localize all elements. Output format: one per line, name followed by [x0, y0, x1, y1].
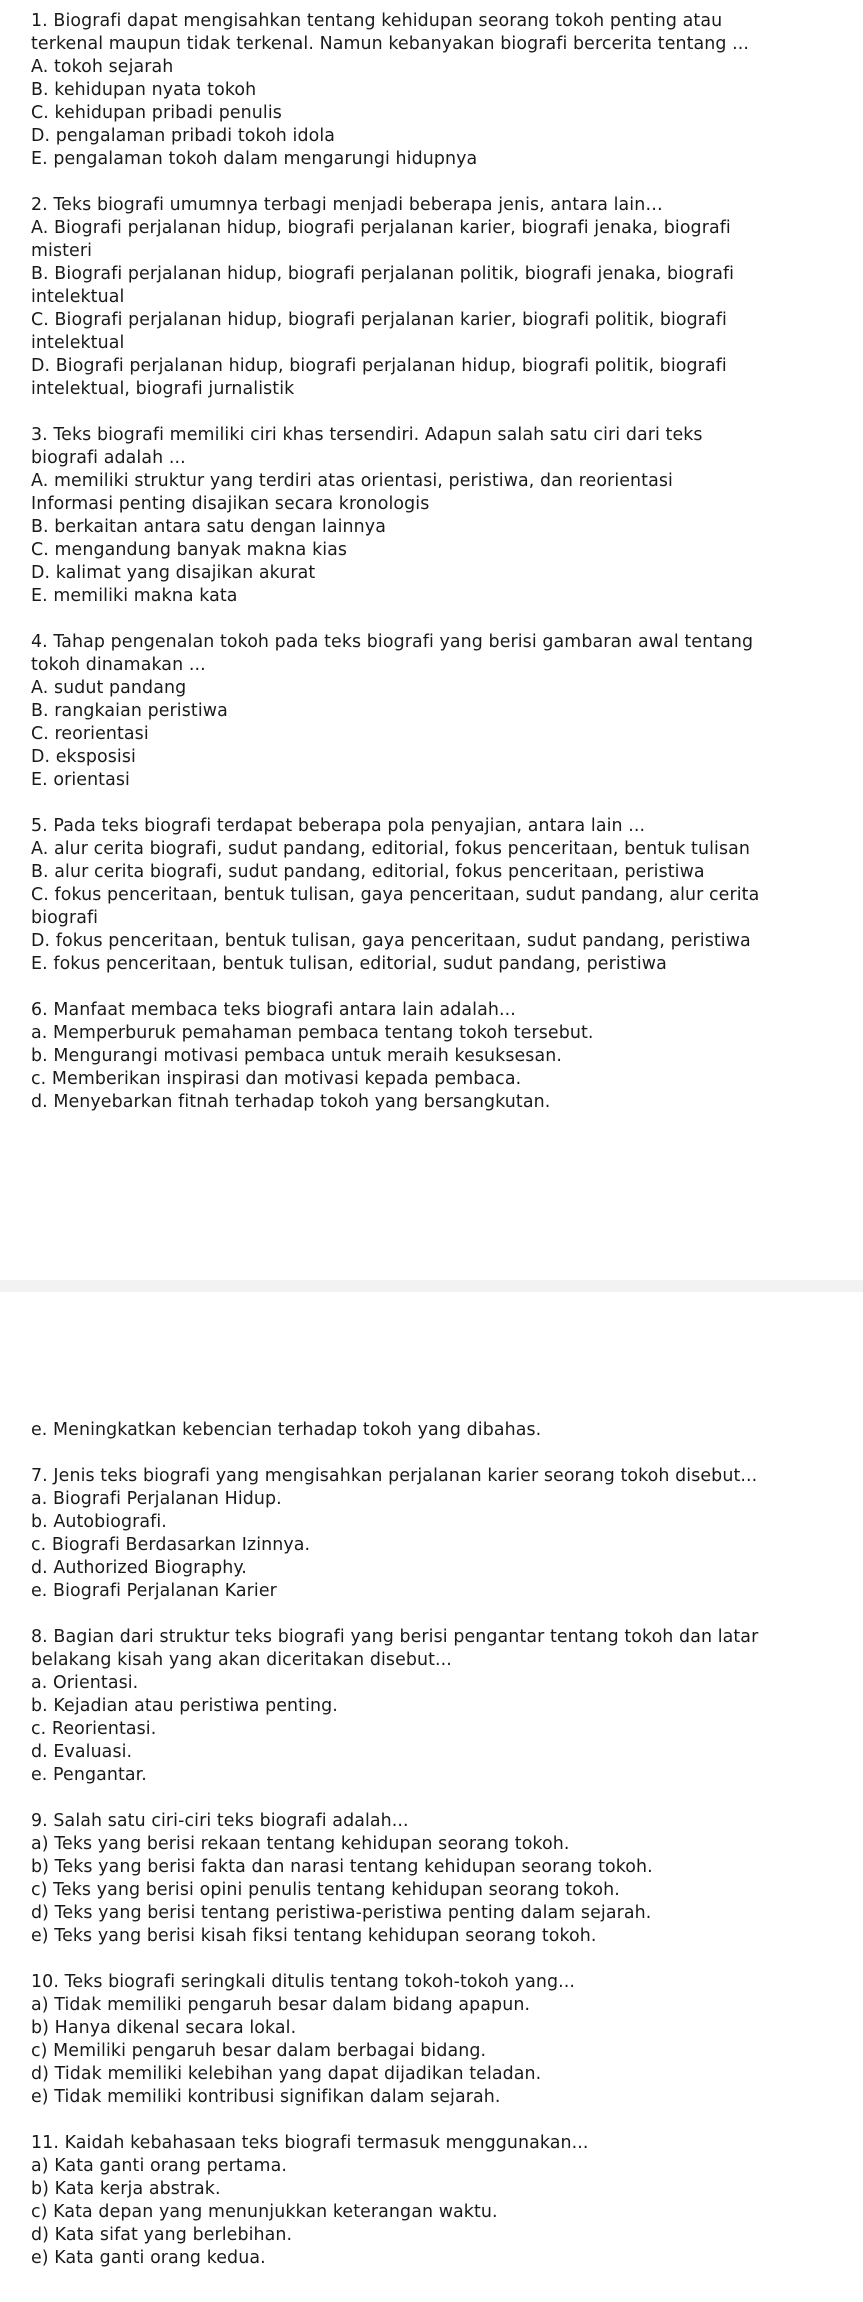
answer-option: A. sudut pandang: [31, 678, 187, 698]
answer-option: D. fokus penceritaan, bentuk tulisan, gaya penceritaan, sudut pandang, peristiwa: [31, 931, 751, 951]
question-6: [31, 999, 855, 1114]
question-stem-line: 3. Teks biografi memiliki ciri khas tersendiri. Adapun salah satu ciri dari teks: [31, 425, 703, 445]
question-8: [31, 1626, 855, 1787]
answer-option: d) Kata sifat yang berlebihan.: [31, 2225, 293, 2245]
answer-option: E. memiliki makna kata: [31, 586, 238, 606]
question-5: [31, 815, 855, 976]
answer-options: [31, 1672, 855, 1787]
question-10: [31, 1971, 855, 2109]
answer-option: b) Kata kerja abstrak.: [31, 2179, 221, 2199]
answer-option: intelektual: [31, 333, 125, 353]
answer-option: c. Memberikan inspirasi dan motivasi kepada pembaca.: [31, 1069, 522, 1089]
question-stem-line: 1. Biografi dapat mengisahkan tentang kehidupan seorang tokoh penting atau: [31, 11, 723, 31]
answer-option: d. Authorized Biography.: [31, 1558, 247, 1578]
question-stem-line: 11. Kaidah kebahasaan teks biografi termasuk menggunakan...: [31, 2133, 589, 2153]
question-stem-line: 10. Teks biografi seringkali ditulis tentang tokoh-tokoh yang...: [31, 1972, 575, 1992]
answer-option: c. Biografi Berdasarkan Izinnya.: [31, 1535, 311, 1555]
answer-option: B. kehidupan nyata tokoh: [31, 80, 257, 100]
page-separator: [0, 1280, 863, 1292]
answer-option: c) Kata depan yang menunjukkan keterangan waktu.: [31, 2202, 498, 2222]
question-stem-line: 2. Teks biografi umumnya terbagi menjadi beberapa jenis, antara lain…: [31, 195, 663, 215]
answer-options: [31, 838, 855, 976]
answer-option: misteri: [31, 241, 93, 261]
answer-options: [31, 470, 855, 608]
answer-option: B. rangkaian peristiwa: [31, 701, 228, 721]
question-stem-line: 5. Pada teks biografi terdapat beberapa pola penyajian, antara lain ...: [31, 816, 646, 836]
answer-option: c) Teks yang berisi opini penulis tentang kehidupan seorang tokoh.: [31, 1880, 620, 1900]
answer-option: e) Kata ganti orang kedua.: [31, 2248, 266, 2268]
answer-option: d) Teks yang berisi tentang peristiwa-peristiwa penting dalam sejarah.: [31, 1903, 652, 1923]
question-6-continuation: [31, 1419, 855, 1442]
question-stem-line: 8. Bagian dari struktur teks biografi yang berisi pengantar tentang tokoh dan latar: [31, 1627, 759, 1647]
answer-option: A. Biografi perjalanan hidup, biografi perjalanan karier, biografi jenaka, biografi: [31, 218, 731, 238]
question-stem-line: tokoh dinamakan ...: [31, 655, 206, 675]
answer-option: E. fokus penceritaan, bentuk tulisan, editorial, sudut pandang, peristiwa: [31, 954, 667, 974]
answer-option: d) Tidak memiliki kelebihan yang dapat dijadikan teladan.: [31, 2064, 542, 2084]
question-stem-line: belakang kisah yang akan diceritakan disebut...: [31, 1650, 452, 1670]
question-stem-line: 9. Salah satu ciri-ciri teks biografi adalah...: [31, 1811, 409, 1831]
answer-options: [31, 2155, 855, 2270]
answer-option: c) Memiliki pengaruh besar dalam berbagai bidang.: [31, 2041, 487, 2061]
answer-option: B. alur cerita biografi, sudut pandang, editorial, fokus penceritaan, peristiwa: [31, 862, 705, 882]
answer-option: A. memiliki struktur yang terdiri atas orientasi, peristiwa, dan reorientasi: [31, 471, 673, 491]
page-2: [0, 1292, 863, 2302]
answer-option: e. Biografi Perjalanan Karier: [31, 1581, 277, 1601]
answer-option: e) Tidak memiliki kontribusi signifikan dalam sejarah.: [31, 2087, 501, 2107]
answer-option: C. kehidupan pribadi penulis: [31, 103, 282, 123]
answer-option: Informasi penting disajikan secara kronologis: [31, 494, 430, 514]
answer-option: c. Reorientasi.: [31, 1719, 157, 1739]
answer-options: [31, 1488, 855, 1603]
question-stem-line: biografi adalah ...: [31, 448, 186, 468]
answer-option: D. eksposisi: [31, 747, 136, 767]
answer-option: a) Kata ganti orang pertama.: [31, 2156, 287, 2176]
answer-option: B. berkaitan antara satu dengan lainnya: [31, 517, 386, 537]
answer-option: e. Meningkatkan kebencian terhadap tokoh yang dibahas.: [31, 1420, 542, 1440]
question-stem-line: 6. Manfaat membaca teks biografi antara lain adalah...: [31, 1000, 516, 1020]
question-stem-line: terkenal maupun tidak terkenal. Namun kebanyakan biografi bercerita tentang ...: [31, 34, 750, 54]
question-2: [31, 194, 855, 401]
question-7: [31, 1465, 855, 1603]
answer-option: C. fokus penceritaan, bentuk tulisan, gaya penceritaan, sudut pandang, alur cerita: [31, 885, 760, 905]
answer-option: e. Pengantar.: [31, 1765, 147, 1785]
answer-options: [31, 1022, 855, 1114]
answer-option: d. Menyebarkan fitnah terhadap tokoh yang bersangkutan.: [31, 1092, 551, 1112]
answer-option: intelektual: [31, 287, 125, 307]
answer-option: A. alur cerita biografi, sudut pandang, editorial, fokus penceritaan, bentuk tulisan: [31, 839, 750, 859]
answer-options: [31, 1833, 855, 1948]
answer-option: biografi: [31, 908, 99, 928]
question-1: [31, 10, 855, 171]
answer-options: [31, 217, 855, 401]
question-stem-line: 7. Jenis teks biografi yang mengisahkan perjalanan karier seorang tokoh disebut...: [31, 1466, 758, 1486]
answer-options: [31, 677, 855, 792]
answer-option: D. Biografi perjalanan hidup, biografi perjalanan hidup, biografi politik, biografi: [31, 356, 727, 376]
answer-option: A. tokoh sejarah: [31, 57, 174, 77]
answer-option: d. Evaluasi.: [31, 1742, 133, 1762]
question-stem-line: 4. Tahap pengenalan tokoh pada teks biografi yang berisi gambaran awal tentang: [31, 632, 754, 652]
answer-option: a. Biografi Perjalanan Hidup.: [31, 1489, 282, 1509]
answer-option: C. Biografi perjalanan hidup, biografi perjalanan karier, biografi politik, biografi: [31, 310, 727, 330]
answer-option: D. pengalaman pribadi tokoh idola: [31, 126, 336, 146]
answer-options: [31, 1994, 855, 2109]
answer-option: e) Teks yang berisi kisah fiksi tentang kehidupan seorang tokoh.: [31, 1926, 597, 1946]
answer-option: b. Mengurangi motivasi pembaca untuk meraih kesuksesan.: [31, 1046, 562, 1066]
answer-option: a) Teks yang berisi rekaan tentang kehidupan seorang tokoh.: [31, 1834, 570, 1854]
answer-option: a. Orientasi.: [31, 1673, 139, 1693]
answer-option: D. kalimat yang disajikan akurat: [31, 563, 316, 583]
answer-option: b. Autobiografi.: [31, 1512, 167, 1532]
question-11: [31, 2132, 855, 2270]
answer-option: E. pengalaman tokoh dalam mengarungi hidupnya: [31, 149, 478, 169]
answer-options: [31, 56, 855, 171]
answer-option: b) Teks yang berisi fakta dan narasi tentang kehidupan seorang tokoh.: [31, 1857, 653, 1877]
answer-option: a) Tidak memiliki pengaruh besar dalam bidang apapun.: [31, 1995, 531, 2015]
question-3: [31, 424, 855, 608]
question-9: [31, 1810, 855, 1948]
answer-option: intelektual, biografi jurnalistik: [31, 379, 295, 399]
answer-option: b. Kejadian atau peristiwa penting.: [31, 1696, 338, 1716]
answer-option: a. Memperburuk pemahaman pembaca tentang tokoh tersebut.: [31, 1023, 594, 1043]
question-4: [31, 631, 855, 792]
answer-option: B. Biografi perjalanan hidup, biografi perjalanan politik, biografi jenaka, biografi: [31, 264, 735, 284]
answer-option: b) Hanya dikenal secara lokal.: [31, 2018, 297, 2038]
answer-option: C. mengandung banyak makna kias: [31, 540, 348, 560]
answer-option: E. orientasi: [31, 770, 130, 790]
answer-option: C. reorientasi: [31, 724, 149, 744]
